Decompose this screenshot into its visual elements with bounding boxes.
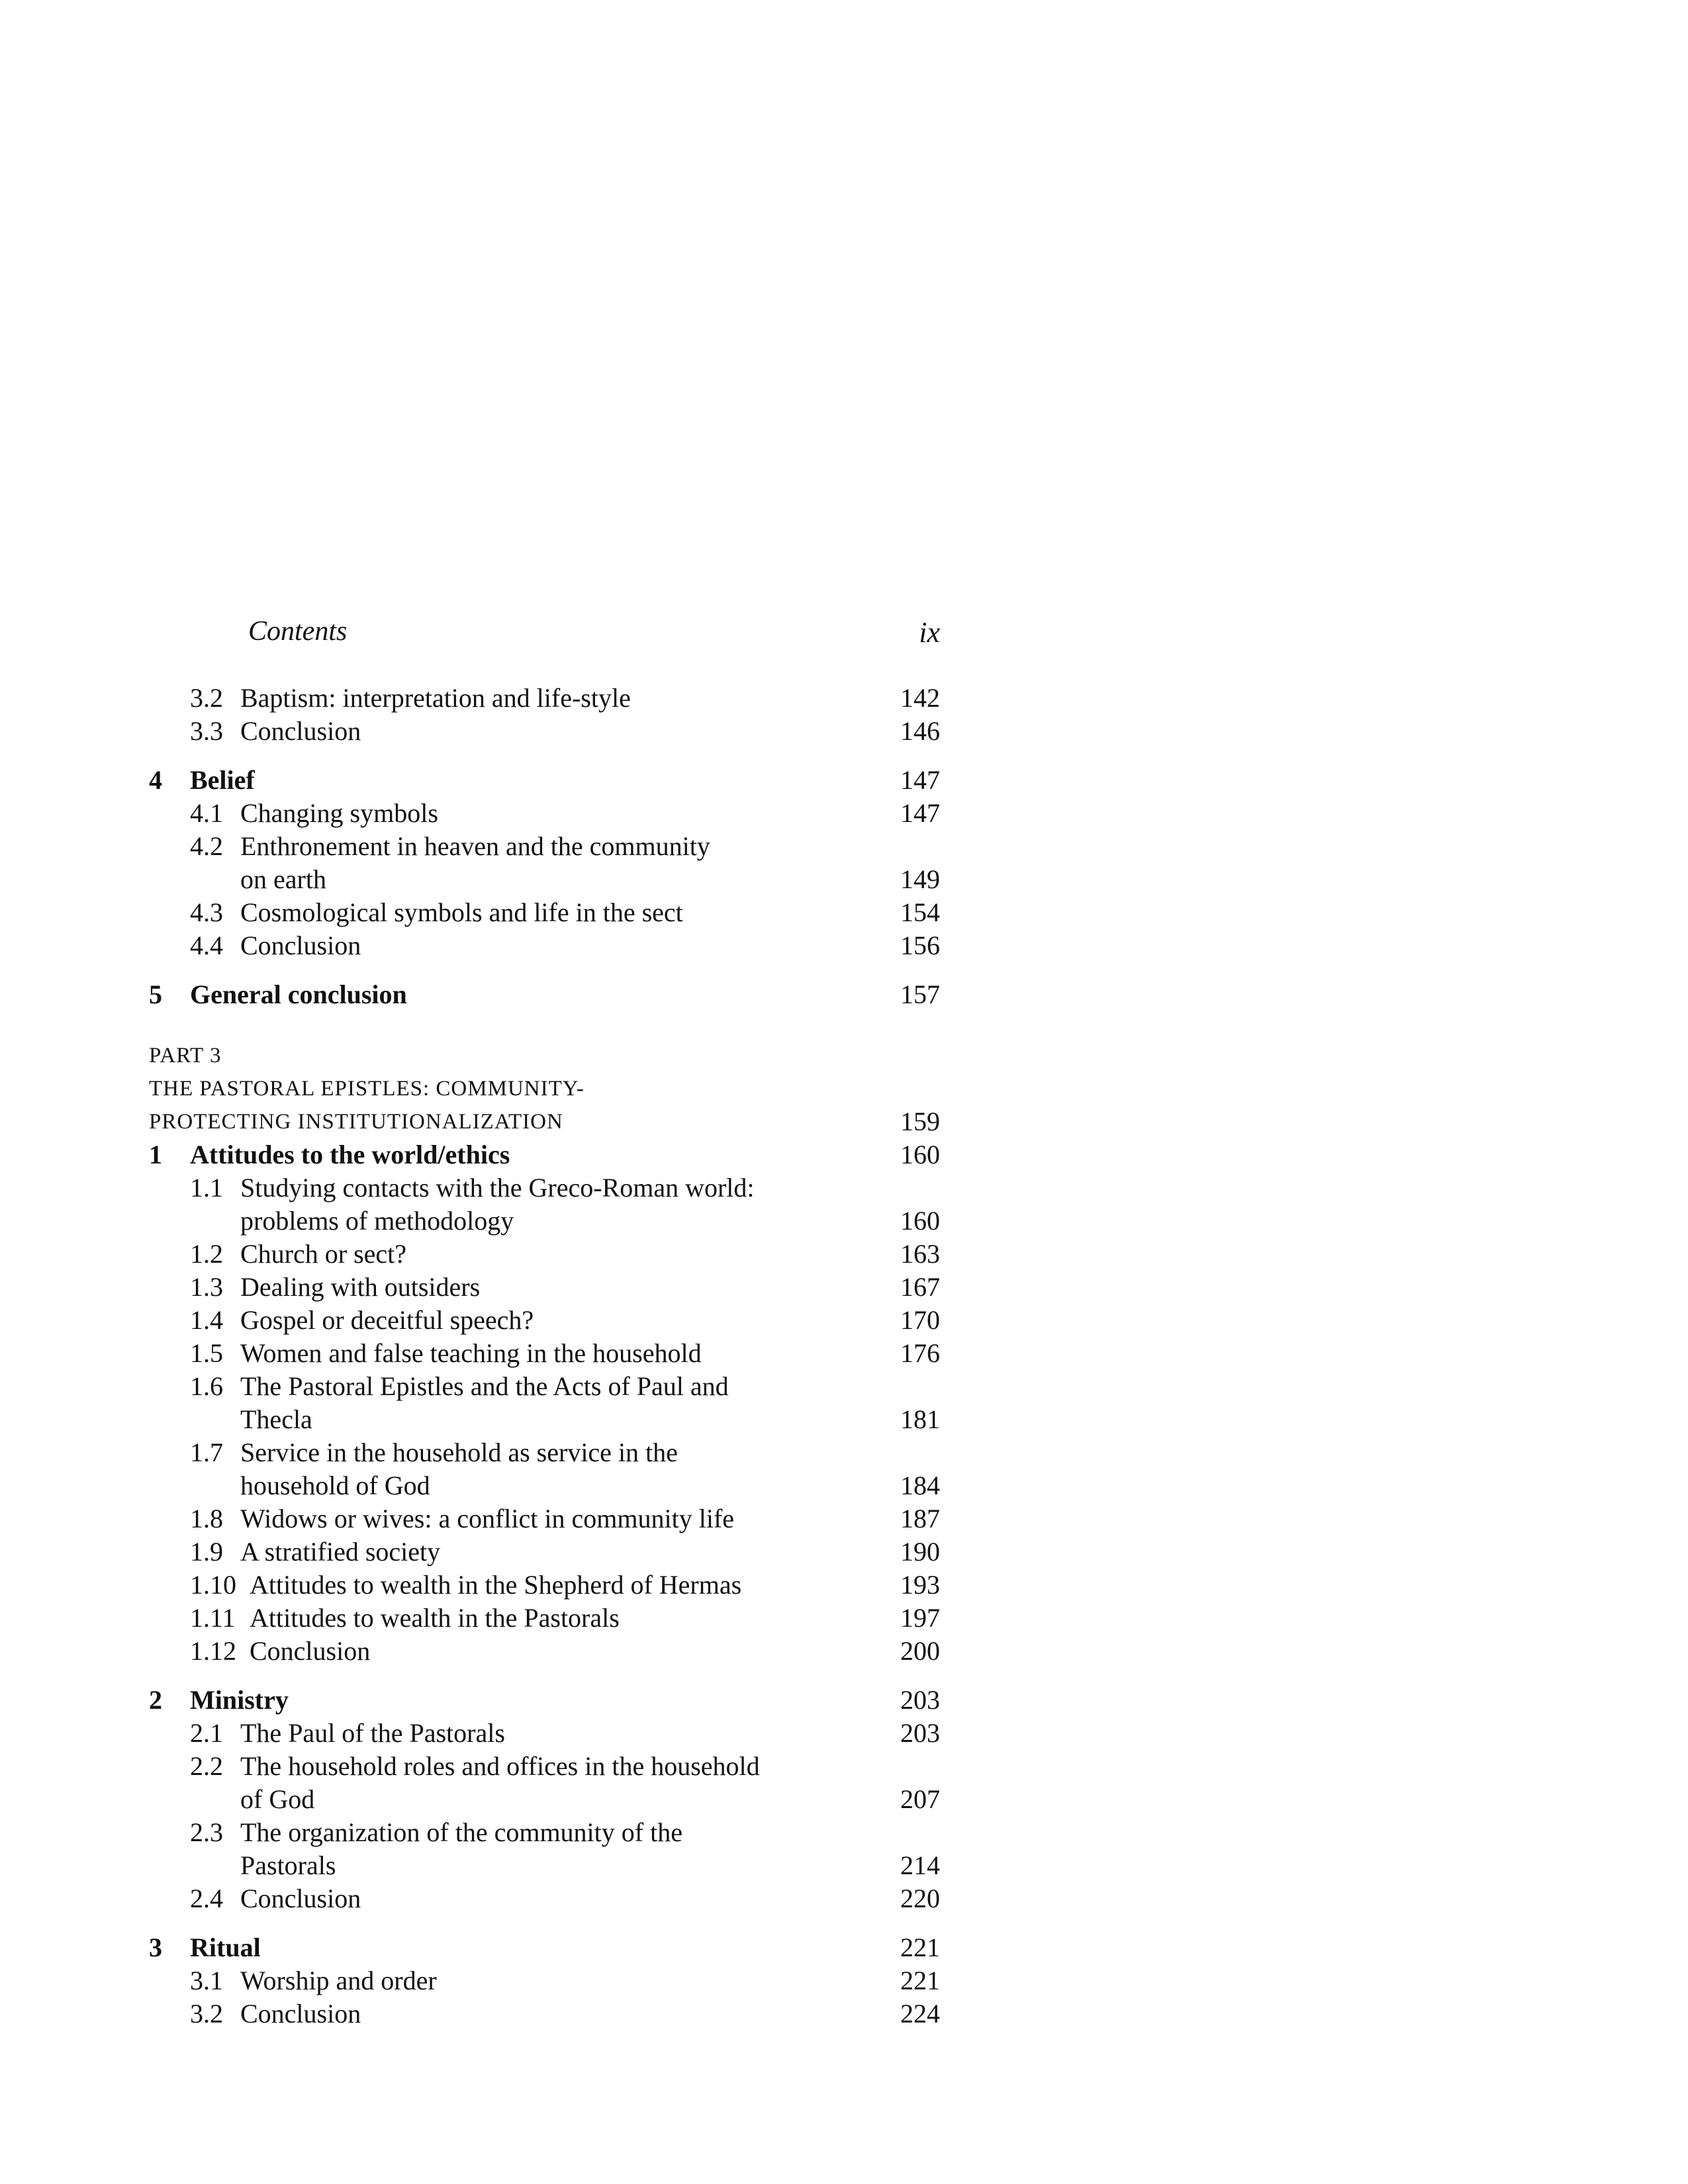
entry-title: Service in the household as service in the [240, 1437, 678, 1467]
entry-title: The organization of the community of the [240, 1817, 682, 1847]
entry-number: 3.2 [190, 1999, 223, 2028]
part-title [149, 1105, 940, 1138]
entry-number: 1.7 [190, 1437, 223, 1467]
entry-page: 220 [900, 1884, 940, 1913]
toc-entry-continuation [149, 1205, 940, 1238]
entry-number: 1.4 [190, 1305, 223, 1335]
entry-page: 214 [900, 1850, 940, 1880]
entry-page: 147 [900, 798, 940, 828]
entry-number: 1.5 [190, 1338, 223, 1368]
toc-entry [149, 1635, 940, 1668]
chapter-number: 4 [149, 765, 162, 795]
toc-entry [149, 1535, 940, 1569]
entry-title: Conclusion [240, 1884, 361, 1913]
entry-page: 163 [900, 1239, 940, 1269]
toc-entry [149, 896, 940, 929]
entry-title: problems of methodology [240, 1206, 514, 1236]
table-of-contents [149, 682, 940, 2030]
entry-number: 3.3 [190, 716, 223, 746]
toc-entry [149, 1816, 940, 1849]
entry-title: The household roles and offices in the household [240, 1751, 760, 1781]
chapter-page: 147 [900, 765, 940, 795]
chapter-title: Ritual [190, 1933, 261, 1962]
entry-page: 184 [900, 1471, 940, 1500]
entry-title: Conclusion [240, 1999, 361, 2028]
entry-page: 197 [900, 1603, 940, 1633]
entry-title: of God [240, 1784, 315, 1814]
entry-page: 207 [900, 1784, 940, 1814]
entry-page: 203 [900, 1718, 940, 1748]
chapter-title: Ministry [190, 1685, 289, 1715]
entry-page: 176 [900, 1338, 940, 1368]
toc-chapter [149, 1684, 940, 1717]
entry-page: 149 [900, 864, 940, 894]
toc-entry [149, 1436, 940, 1469]
page-header [248, 615, 940, 655]
toc-chapter [149, 978, 940, 1011]
running-title: Contents [248, 616, 348, 647]
entry-number: 3.1 [190, 1966, 223, 1995]
toc-chapter [149, 1931, 940, 1964]
toc-chapter [149, 764, 940, 797]
toc-entry [149, 1964, 940, 1997]
toc-entry-continuation [149, 1783, 940, 1816]
entry-number: 2.3 [190, 1817, 223, 1847]
entry-title: The Paul of the Pastorals [240, 1718, 505, 1748]
entry-title: Pastorals [240, 1850, 336, 1880]
entry-page: 160 [900, 1206, 940, 1236]
entry-page: 142 [900, 683, 940, 713]
entry-number: 1.9 [190, 1537, 223, 1567]
toc-entry [149, 715, 940, 748]
part-title [149, 1072, 940, 1105]
toc-entry [149, 1370, 940, 1403]
entry-number: 4.1 [190, 798, 223, 828]
entry-number: 1.6 [190, 1371, 223, 1401]
entry-page: 190 [900, 1537, 940, 1567]
toc-entry [149, 1882, 940, 1915]
entry-number: 1.2 [190, 1239, 223, 1269]
toc-entry [149, 1717, 940, 1750]
entry-title: Cosmological symbols and life in the sect [240, 897, 683, 927]
toc-entry [149, 1271, 940, 1304]
entry-number: 4.2 [190, 831, 223, 861]
entry-title: Worship and order [240, 1966, 437, 1995]
entry-title: Attitudes to wealth in the Shepherd of Hermas [250, 1570, 742, 1600]
toc-entry [149, 929, 940, 962]
entry-title: Church or sect? [240, 1239, 407, 1269]
toc-entry [149, 682, 940, 715]
entry-number: 4.4 [190, 931, 223, 960]
toc-entry [149, 1171, 940, 1205]
entry-title: household of God [240, 1471, 430, 1500]
toc-entry [149, 797, 940, 830]
chapter-number: 2 [149, 1685, 162, 1715]
toc-entry [149, 1997, 940, 2030]
entry-number: 1.3 [190, 1272, 223, 1302]
chapter-page: 160 [900, 1140, 940, 1169]
entry-title: Studying contacts with the Greco-Roman world: [240, 1173, 755, 1203]
entry-number: 1.10 [190, 1570, 236, 1600]
toc-entry [149, 1337, 940, 1370]
entry-number: 2.1 [190, 1718, 223, 1748]
part-title-text: THE PASTORAL EPISTLES: COMMUNITY- [149, 1077, 585, 1101]
chapter-number: 1 [149, 1140, 162, 1169]
entry-page: 156 [900, 931, 940, 960]
entry-title: Baptism: interpretation and life-style [240, 683, 631, 713]
toc-entry [149, 830, 940, 863]
entry-page: 146 [900, 716, 940, 746]
chapter-number: 5 [149, 979, 162, 1009]
chapter-page: 203 [900, 1685, 940, 1715]
entry-title: on earth [240, 864, 326, 894]
entry-page: 154 [900, 897, 940, 927]
entry-number: 1.11 [190, 1603, 236, 1633]
entry-title: Gospel or deceitful speech? [240, 1305, 534, 1335]
entry-number: 3.2 [190, 683, 223, 713]
toc-entry [149, 1304, 940, 1337]
toc-entry [149, 1502, 940, 1535]
entry-title: Thecla [240, 1404, 312, 1434]
entry-title: Conclusion [240, 931, 361, 960]
toc-entry-continuation [149, 863, 940, 896]
entry-title: Women and false teaching in the household [240, 1338, 702, 1368]
entry-number: 1.12 [190, 1636, 236, 1666]
entry-page: 170 [900, 1305, 940, 1335]
entry-number: 4.3 [190, 897, 223, 927]
chapter-title: General conclusion [190, 979, 407, 1009]
entry-page: 167 [900, 1272, 940, 1302]
entry-title: Dealing with outsiders [240, 1272, 481, 1302]
entry-page: 200 [900, 1636, 940, 1666]
toc-entry-continuation [149, 1403, 940, 1436]
part-title-text: PROTECTING INSTITUTIONALIZATION [149, 1110, 563, 1134]
chapter-page: 221 [900, 1933, 940, 1962]
entry-number: 1.1 [190, 1173, 223, 1203]
toc-chapter [149, 1138, 940, 1171]
entry-title: Widows or wives: a conflict in community life [240, 1504, 735, 1533]
chapter-number: 3 [149, 1933, 162, 1962]
chapter-title: Belief [190, 765, 255, 795]
part-label [149, 1039, 940, 1072]
entry-title: A stratified society [240, 1537, 441, 1567]
entry-title: Enthronement in heaven and the community [240, 831, 710, 861]
entry-title: Changing symbols [240, 798, 438, 828]
toc-entry-continuation [149, 1469, 940, 1502]
entry-page: 193 [900, 1570, 940, 1600]
entry-title: Conclusion [250, 1636, 371, 1666]
entry-page: 221 [900, 1966, 940, 1995]
entry-number: 2.2 [190, 1751, 223, 1781]
toc-entry [149, 1238, 940, 1271]
entry-number: 1.8 [190, 1504, 223, 1533]
entry-title: The Pastoral Epistles and the Acts of Paul and [240, 1371, 729, 1401]
entry-title: Conclusion [240, 716, 361, 746]
toc-entry [149, 1569, 940, 1602]
entry-number: 2.4 [190, 1884, 223, 1913]
toc-entry-continuation [149, 1849, 940, 1882]
chapter-page: 157 [900, 979, 940, 1009]
entry-page: 224 [900, 1999, 940, 2028]
entry-page: 181 [900, 1404, 940, 1434]
part-title-page: 159 [900, 1107, 940, 1136]
page-number: ix [919, 616, 940, 649]
part-label-text: PART 3 [149, 1044, 222, 1068]
entry-page: 187 [900, 1504, 940, 1533]
entry-title: Attitudes to wealth in the Pastorals [250, 1603, 620, 1633]
toc-entry [149, 1602, 940, 1635]
toc-entry [149, 1750, 940, 1783]
chapter-title: Attitudes to the world/ethics [190, 1140, 510, 1169]
